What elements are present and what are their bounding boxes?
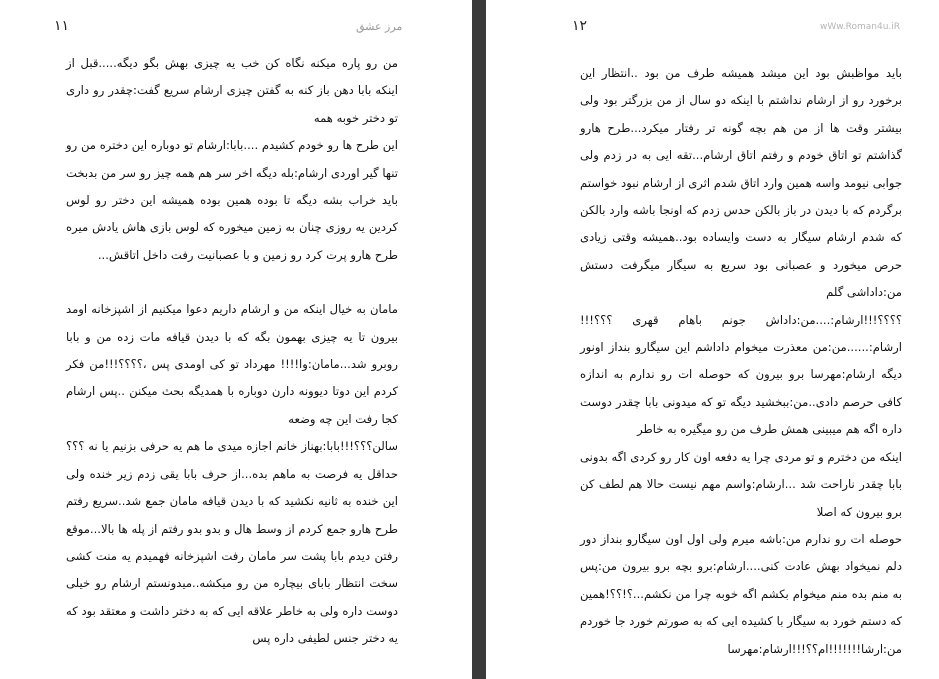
paragraph: ؟؟؟؟!!!ارشام:....من:داداش جونم باهام قهری ؟؟؟!!!ارشام:......من:من معذرت میخوام داداشم این سیگارو بنداز اونور دیگه ارشام:مهرسا برو بیرون که حوصله ات رو ندارم به اندازه کافی حرصم دادی..من:ببخشید دیگه تو که میدونی بابا چقدر دوست داره اگه هم میبینی همش طرف من رو میگیره به خاطر <box>580 312 902 437</box>
paragraph: باید مواظبش بود این میشد همیشه طرف من بود ..انتظار این برخورد رو از ارشام نداشتم با اینکه دو سال از من بزرگتر بود ولی بیشتر وقت ها از من هم بچه گونه تر رفتار میکرد...طرح هارو گذاشتم تو اتاق خودم و رفتم اتاق ارشام...تقه ایی به در زدم ولی جوابی نیومد واسه همین وارد اتاق شدم اثری از ارشام نبود خواستم برگردم که با دیدن در باز بالکن حدس زدم که اونجا باشه وارد بالکن که شدم ارشام سیگار به دست وایساده بود..همیشه وقتی زیادی حرص میخورد و عصبانی بود سریع به سیگار میگرفت دستش من:داداشی گلم <box>580 66 902 300</box>
page-text <box>66 50 398 653</box>
paragraph-gap <box>66 269 398 296</box>
paragraph: سالن؟؟؟!!!بابا:بهناز خانم اجازه میدی ما هم یه حرفی بزنیم یا نه ؟؟؟حداقل یه فرصت به ماهم بده...از حرف بابا یقی زدم زیر خنده ولی این خنده به ثانیه نکشید که با دیدن قیافه مامان جمع شد..سریع رفتم طرح هارو جمع کردم از وسط هال و بدو بدو رفتم از پله ها بالا...موقع رفتن دیدم بابا پشت سر مامان رفت اشپزخانه فهمیدم یه منت کشی سخت انتظار بابای بیچاره من رو میکشه..میدونستم ارشام رو خیلی دوست داره ولی به خاطر علاقه ایی که به دختر داشت و معتقد بود که یه دختر جنس لطیفی داره پس <box>66 439 398 646</box>
paragraph: من رو پاره میکنه نگاه کن خب یه چیزی بهش بگو دیگه.....قبل از اینکه بابا دهن باز کنه به گفتن چیزی ارشام سریع گفت:چقدر رو داری تو دختر خوبه همه <box>66 56 398 125</box>
paragraph: اینکه من دخترم و تو مردی چرا یه دفعه اون کار رو کردی اگه بدونی بابا چقدر ناراحت شد ...ارشام:واسم مهم نیست حالا هم لطف کن برو بیرون که اصلا <box>580 449 902 519</box>
right-page <box>486 0 939 679</box>
paragraph: این طرح ها رو خودم کشیدم ....بابا:ارشام تو دوباره این دختره من رو تنها گیر اوردی ارشام:بله دیگه اخر سر هم همه چیز رو سر من بدبخت باید خراب بشه دیگه تا بوده همین بوده همیشه این دختر رو لوس کردین یه روزی چنان به زمین میخوره که لوس بازی هاش یادش میره طرح هارو پرت کرد رو زمین و با عصبانیت رفت داخل اتاقش... <box>66 138 398 262</box>
watermark: wWw.Roman4u.iR <box>820 22 901 32</box>
book-gutter <box>472 0 486 679</box>
paragraph: مامان به خیال اینکه من و ارشام داریم دعوا میکنیم از اشپزخانه اومد بیرون تا یه چیزی بهمون بگه که با دیدن قیافه مات زده من و بابا روبرو شد...مامان:وا!!!! مهرداد تو کی اومدی پس ،؟؟؟؟!!!من فکر کردم این دوتا دیوونه دارن دوباره با همدیگه بحث میکنن ..پس ارشام کجا رفت این چه وضعه <box>66 302 398 426</box>
page-text <box>580 60 902 663</box>
page-number: ۱۲ <box>572 18 588 34</box>
paragraph: حوصله ات رو ندارم من:باشه میرم ولی اول اون سیگارو بنداز دور دلم نمیخواد بهش عادت کنی....ارشام:برو بچه برو بیرون من:پس به منم بده منم میخوام بکشم اگه خوبه چرا من نکشم...؟!؟؟!همین که دستم خورد به سیگار با کشیده ایی که به صورتم خورد جا خوردم من:ارشا!!!!!!!ام؟؟!!!ارشام:مهرسا <box>580 531 902 656</box>
page-number: ۱۱ <box>54 18 70 34</box>
running-header: مرز عشق <box>356 20 403 33</box>
